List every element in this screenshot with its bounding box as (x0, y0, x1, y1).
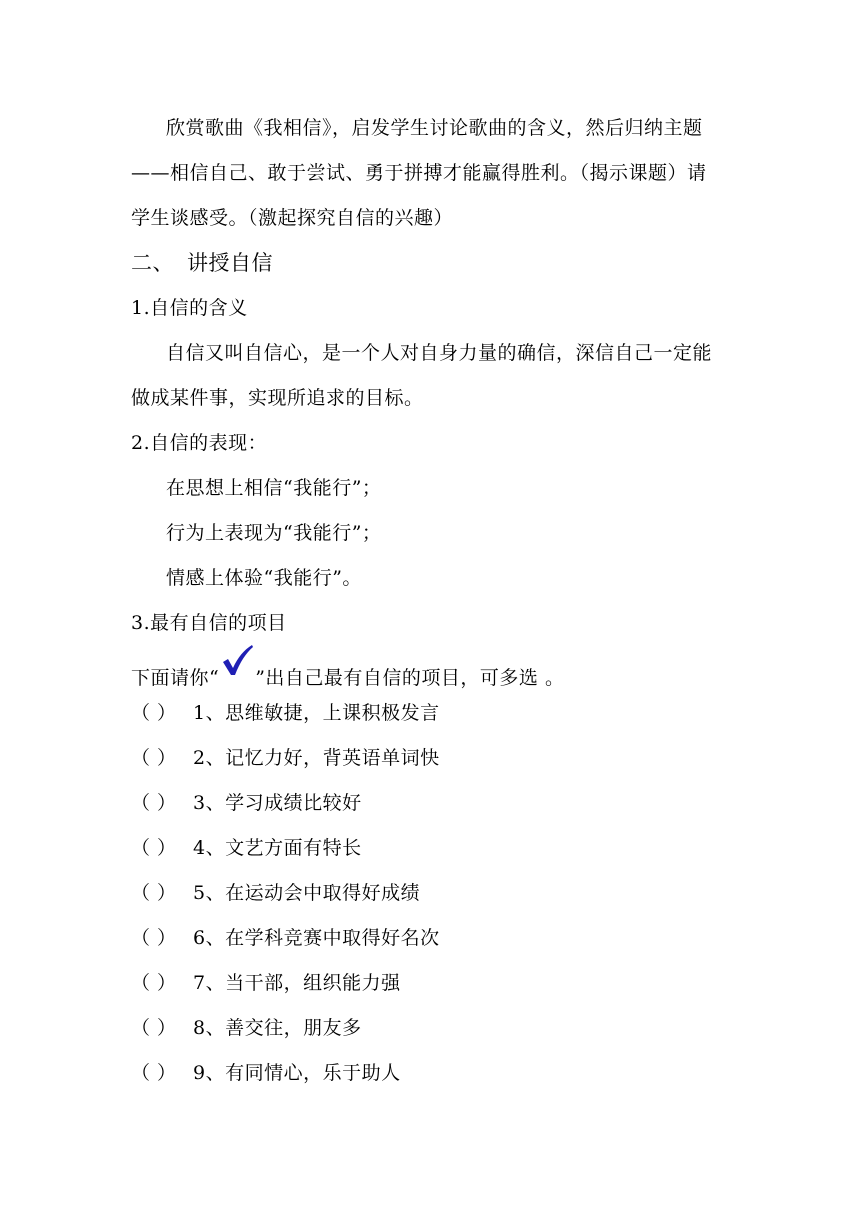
option-paren[interactable]: （ ） (131, 927, 177, 949)
option-row-2 (131, 746, 440, 770)
option-row-8 (131, 1016, 362, 1040)
item3-instruction (131, 656, 564, 690)
option-text: 8、善交往，朋友多 (193, 1017, 362, 1039)
option-text: 5、在运动会中取得好成绩 (193, 882, 421, 904)
item1-body-line-1: 自信又叫自信心，是一个人对自身力量的确信，深信自己一定能 (166, 342, 713, 364)
option-paren[interactable]: （ ） (131, 882, 177, 904)
option-paren[interactable]: （ ） (131, 702, 177, 724)
option-text: 2、记忆力好，背英语单词快 (193, 747, 440, 769)
item2-point-1: 在思想上相信“我能行”； (166, 477, 382, 499)
option-paren[interactable]: （ ） (131, 1062, 177, 1084)
option-paren[interactable]: （ ） (131, 1017, 177, 1039)
option-row-9 (131, 1061, 401, 1085)
item2-point-2: 行为上表现为“我能行”； (166, 522, 382, 544)
option-text: 3、学习成绩比较好 (193, 792, 362, 814)
intro-line-3: 学生谈感受。（激起探究自信的兴趣） (131, 207, 454, 229)
option-text: 4、文艺方面有特长 (193, 837, 362, 859)
option-row-5 (131, 881, 420, 905)
option-row-1 (131, 701, 440, 725)
option-row-6 (131, 926, 440, 950)
option-row-4 (131, 836, 362, 860)
option-paren[interactable]: （ ） (131, 792, 177, 814)
item2-heading: 2.自信的表现： (131, 432, 268, 454)
option-paren[interactable]: （ ） (131, 837, 177, 859)
option-text: 6、在学科竞赛中取得好名次 (193, 927, 440, 949)
option-row-3 (131, 791, 362, 815)
item3-heading: 3.最有自信的项目 (131, 612, 287, 634)
section-heading (131, 251, 273, 275)
item1-heading: 1.自信的含义 (131, 297, 248, 319)
item2-point-3: 情感上体验“我能行”。 (166, 567, 362, 589)
intro-line-2: ——相信自己、敢于尝试、勇于拼搏才能赢得胜利。（揭示课题）请 (131, 162, 707, 184)
intro-line-1: 欣赏歌曲《我相信》，启发学生讨论歌曲的含义，然后归纳主题 (166, 117, 703, 139)
checkmark-icon (219, 658, 255, 692)
option-text: 1、思维敏捷，上课积极发言 (193, 702, 440, 724)
instruction-after: ”出自己最有自信的项目，可多选 。 (255, 667, 565, 689)
option-row-7 (131, 971, 401, 995)
section-number: 二、 (131, 251, 174, 275)
option-paren[interactable]: （ ） (131, 972, 177, 994)
option-paren[interactable]: （ ） (131, 747, 177, 769)
option-text: 7、当干部，组织能力强 (193, 972, 401, 994)
instruction-before: 下面请你“ (131, 667, 220, 689)
item1-body-line-2: 做成某件事，实现所追求的目标。 (131, 387, 424, 409)
option-text: 9、有同情心，乐于助人 (193, 1062, 401, 1084)
section-title: 讲授自信 (187, 251, 273, 275)
